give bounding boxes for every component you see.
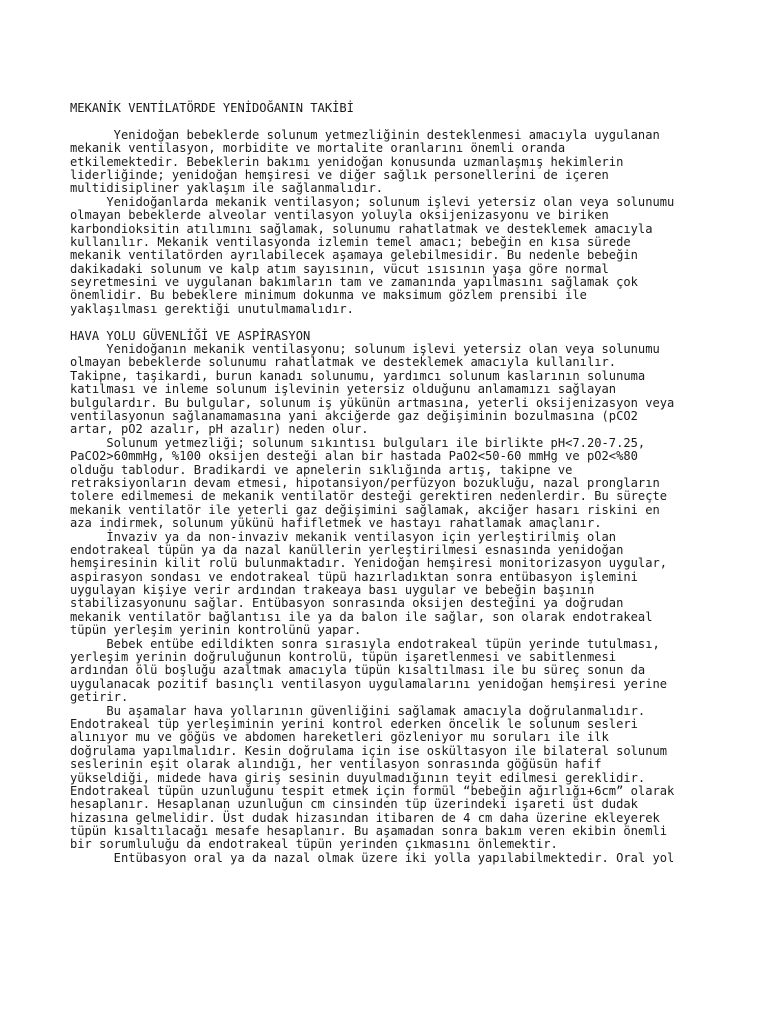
text-line: Bu aşamalar hava yollarının güvenliğini sağlamak amacıyla doğrulanmalıdır.: [70, 703, 646, 718]
text-line: yerleşim yerinin doğruluğunun kontrolü, tüpün işaretlenmesi ve sabitlenmesi: [70, 650, 617, 665]
text-line: olduğu tablodur. Bradikardi ve apnelerin sıklığında artış, takipne ve: [70, 462, 573, 477]
text-line: Yenidoğan bebeklerde solunum yetmezliğinin desteklenmesi amacıyla uygulanan: [70, 127, 660, 142]
text-line: İnvaziv ya da non-invaziv mekanik ventilasyon için yerleştirilmiş olan: [70, 529, 617, 544]
text-line: stabilizasyonunu sağlar. Entübasyon sonrasında oksijen desteğini ya doğrudan: [70, 596, 624, 611]
text-line: etkilemektedir. Bebeklerin bakımı yenidoğan konusunda uzmanlaşmış hekimlerin: [70, 154, 624, 169]
text-line: multidisipliner yaklaşım ile sağlanmalıdır.: [70, 181, 384, 196]
text-line: Takipne, taşikardi, burun kanadı solunumu, yardımcı solunum kaslarının solunuma: [70, 368, 646, 383]
text-line: Bebek entübe edildikten sonra sırasıyla endotrakeal tüpün yerinde tutulması,: [70, 636, 660, 651]
text-line: aspirasyon sondası ve endotrakeal tüpü hazırladıktan sonra entübasyon işlemini: [70, 569, 638, 584]
text-line: hesaplanır. Hesaplanan uzunluğun cm cinsinden tüp üzerindeki işareti üst dudak: [70, 797, 638, 812]
text-line: tüpün kısaltılacağı mesafe hesaplanır. Bu aşamadan sonra bakım veren ekibin önemli: [70, 824, 668, 839]
text-line: hizasına gelmelidir. Üst dudak hizasından itibaren de 4 cm daha üzerine ekleyerek: [70, 810, 660, 825]
text-line: Endotrakeal tüpün uzunluğunu tespit etmek için formül “bebeğin ağırlığı+6cm” olarak: [70, 783, 675, 798]
intro-paragraphs: [70, 129, 710, 316]
text-line: mekanik ventilasyon, morbidite ve mortalite oranlarını önemli oranda: [70, 141, 566, 156]
text-line: ventilasyonun sağlanamamasına yani akciğerde gaz değişiminin bozulmasına (pCO2: [70, 408, 638, 423]
text-line: mekanik ventilatör ile yeterli gaz değişimini sağlamak, akciğer hasarı riskini en: [70, 502, 660, 517]
text-line: Entübasyon oral ya da nazal olmak üzere iki yolla yapılabilmektedir. Oral yol: [70, 850, 675, 865]
text-line: uygulanacak pozitif basınçlı ventilasyon uygulamalarını yenidoğan hemşiresi yerine: [70, 676, 668, 691]
text-line: seslerinin eşit olarak alındığı, her ventilasyon sonrasında göğüsün hafif: [70, 757, 602, 772]
section-paragraphs: [70, 343, 710, 865]
document-title: MEKANİK VENTİLATÖRDE YENİDOĞANIN TAKİBİ: [70, 101, 354, 115]
text-line: uygulayan kişiye verir ardından trakeaya bası uygular ve bebeğin başının: [70, 583, 595, 598]
text-line: getirir.: [70, 690, 129, 705]
text-line: bir sorumluluğu da endotrakeal tüpün yerinden çıkmasını önlemektir.: [70, 837, 558, 852]
text-line: önemlidir. Bu bebeklere minimum dokunma ve maksimum gözlem prensibi ile: [70, 288, 587, 303]
text-line: dakikadaki solunum ve kalp atım sayısının, vücut ısısının yaşa göre normal: [70, 261, 609, 276]
text-line: olmayan bebeklerde solunumu rahatlatmak ve desteklemek amacıyla kullanılır.: [70, 355, 617, 370]
blank-line: [70, 316, 710, 329]
text-line: tolere edilmemesi de mekanik ventilatör desteği gerektiren nedenlerdir. Bu süreçte: [70, 489, 668, 504]
text-line: aza indirmek, solunum yükünü hafifletmek ve hastayı rahatlamak amaçlanır.: [70, 516, 602, 531]
section-title: HAVA YOLU GÜVENLİĞİ VE ASPİRASYON: [70, 328, 311, 343]
text-line: alınıyor mu ve göğüs ve abdomen hareketleri gözleniyor mu soruları ile ilk: [70, 730, 609, 745]
text-line: hemşiresinin kilit rolü bulunmaktadır. Yenidoğan hemşiresi monitorizasyon uygular,: [70, 556, 668, 571]
text-line: Endotrakeal tüp yerleşiminin yerini kontrol ederken öncelik le solunum sesleri: [70, 716, 638, 731]
text-line: endotrakeal tüpün ya da nazal kanüllerin yerleştirilmesi esnasında yenidoğan: [70, 542, 624, 557]
text-line: yükseldiği, midede hava giriş sesinin duyulmadığının teyit edilmesi gereklidir.: [70, 770, 646, 785]
text-line: ardından ölü boşluğu azaltmak amacıyla tüpün kısaltılması ile bu süreç sonun da: [70, 663, 646, 678]
text-line: doğrulama yapılmalıdır. Kesin doğrulama için ise oskültasyon ile bilateral solunum: [70, 743, 668, 758]
text-line: liderliğinde; yenidoğan hemşiresi ve diğer sağlık personellerini de içeren: [70, 167, 609, 182]
text-line: karbondioksitin atılımını sağlamak, solunumu rahatlatmak ve desteklemek amacıyla: [70, 221, 653, 236]
text-line: tüpün yerleşim yerinin kontrolünü yapar.: [70, 623, 362, 638]
blank-line: [70, 115, 710, 128]
text-line: Solunum yetmezliği; solunum sıkıntısı bulguları ile birlikte pH<7.20-7.25,: [70, 435, 646, 450]
text-line: kullanılır. Mekanik ventilasyonda izlemin temel amacı; bebeğin en kısa sürede: [70, 234, 631, 249]
text-line: retraksiyonların devam etmesi, hipotansiyon/perfüzyon bozukluğu, nazal prongların: [70, 475, 660, 490]
text-line: artar, pO2 azalır, pH azalır) neden olur.: [70, 422, 369, 437]
text-line: yaklaşılması gerektiği unutulmamalıdır.: [70, 301, 354, 316]
text-line: PaCO2>60mmHg, %100 oksijen desteği alan bir hastada PaO2<50-60 mmHg ve pO2<%80: [70, 449, 638, 464]
text-line: Yenidoğanlarda mekanik ventilasyon; solunum işlevi yetersiz olan veya solunumu: [70, 194, 675, 209]
text-line: bulgulardır. Bu bulgular, solunum iş yükünün artmasına, yeterli oksijenizasyon veya: [70, 395, 675, 410]
document-page: [70, 102, 710, 865]
text-line: Yenidoğanın mekanik ventilasyonu; solunum işlevi yetersiz olan veya solunumu: [70, 342, 660, 357]
text-line: mekanik ventilatör bağlantısı ile ya da balon ile sağlar, son olarak endotrakeal: [70, 609, 653, 624]
text-line: mekanik ventilatörden ayrılabilecek aşamaya gelebilmesidir. Bu nedenle bebeğin: [70, 248, 638, 263]
text-line: katılması ve inleme solunum işlevinin yetersiz olduğunu anlamamızı sağlayan: [70, 382, 617, 397]
text-line: seyretmesini ve uygulanan bakımların tam ve zamanında yapılmasını sağlamak çok: [70, 275, 638, 290]
text-line: olmayan bebeklerde alveolar ventilasyon yoluyla oksijenizasyonu ve biriken: [70, 208, 609, 223]
